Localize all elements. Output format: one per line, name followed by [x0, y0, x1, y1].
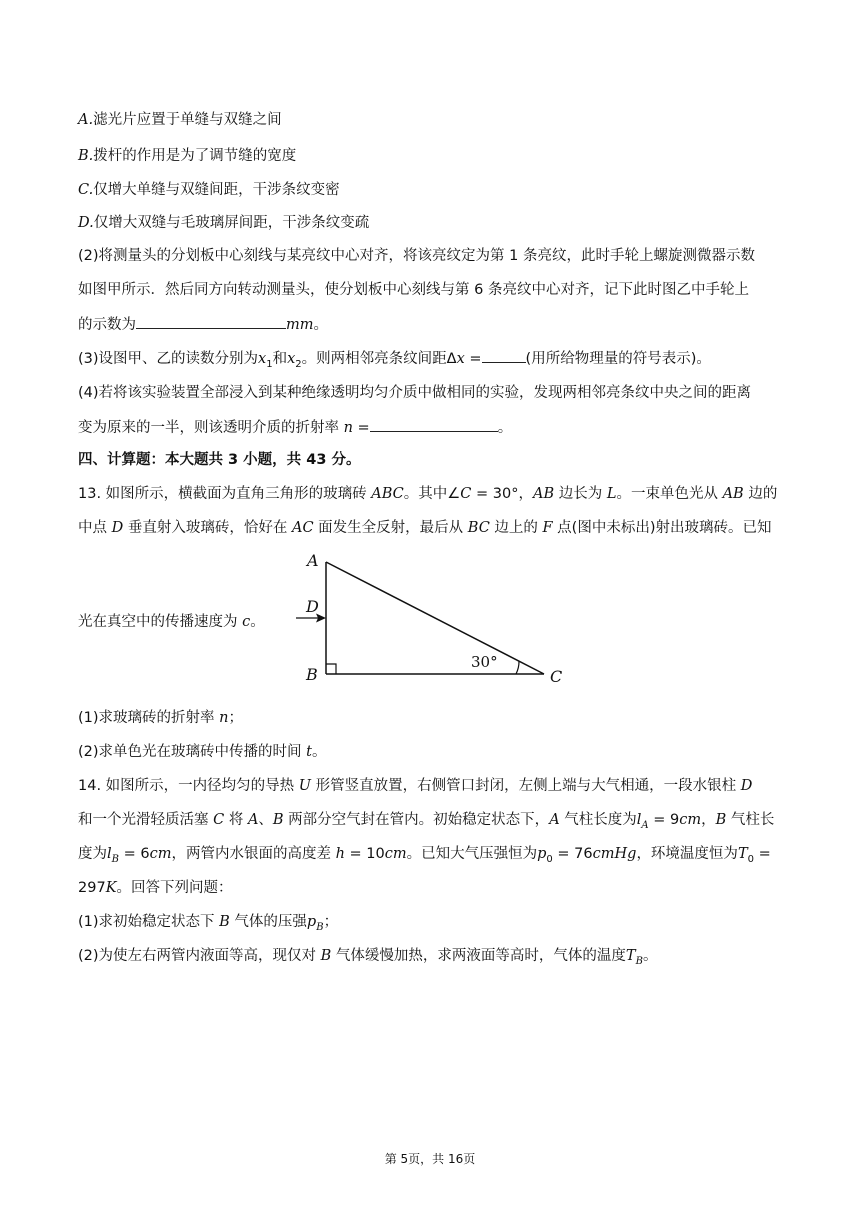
q14-sub2: (2)为使左右两管内液面等高，现仅对 B 气体缓慢加热，求两液面等高时，气体的温度$T_B$。 [78, 948, 658, 967]
q14-line3: 度为$l_B = 6cm$，两管内水银面的高度差 h = 10cm。已知大气压强恒为$p_0$ = 76cmHg，环境温度恒为$T_0$ = [78, 846, 771, 865]
option-c: C.仅增大单缝与双缝间距，干涉条纹变密 [78, 182, 340, 198]
right-angle-mark [326, 664, 336, 674]
q13-line3: 光在真空中的传播速度为 c。 [78, 614, 265, 630]
answer-blank[interactable] [370, 417, 498, 432]
answer-blank[interactable] [482, 348, 526, 363]
label-b: B [306, 665, 318, 684]
q12-part2-line1: (2)将测量头的分划板中心刻线与某亮纹中心对齐，将该亮纹定为第 1 条亮纹，此时手轮上螺旋测微器示数 [78, 248, 755, 264]
label-a: A [307, 551, 319, 570]
side-ac [326, 562, 544, 674]
q13-line2: 中点 D 垂直射入玻璃砖，恰好在 AC 面发生全反射，最后从 BC 边上的 F 点(图中未标出)射出玻璃砖。已知 [78, 520, 772, 536]
label-c: C [550, 667, 563, 686]
answer-blank[interactable] [136, 314, 286, 329]
q14-sub1: (1)求初始稳定状态下 B 气体的压强$p_B$； [78, 914, 339, 933]
option-d: D.仅增大双缝与毛玻璃屏间距，干涉条纹变疏 [78, 215, 370, 231]
q12-part2-line3: 的示数为 mm。 [78, 314, 328, 335]
q14-line2: 和一个光滑轻质活塞 C 将 A、B 两部分空气封在管内。初始稳定状态下，A 气柱长度为$l_A = 9cm$，B 气柱长 [78, 812, 775, 831]
q13-sub2: (2)求单色光在玻璃砖中传播的时间 t。 [78, 744, 327, 760]
q14-line1: 14. 如图所示，一内径均匀的导热 U 形管竖直放置，右侧管口封闭，左侧上端与大气相通，一段水银柱 D [78, 778, 753, 794]
q12-part4-line1: (4)若将该实验装置全部浸入到某种绝缘透明均匀介质中做相同的实验，发现两相邻亮条纹中央之间的距离 [78, 385, 752, 401]
q13-sub1: (1)求玻璃砖的折射率 n； [78, 710, 243, 726]
q12-part2-line2: 如图甲所示．然后同方向转动测量头，使分划板中心刻线与第 6 条亮纹中心对齐，记下此时图乙中手轮上 [78, 282, 749, 298]
page-footer: 第 5页，共 16页 [384, 1152, 476, 1166]
angle-arc [516, 661, 519, 674]
angle-label: 30° [471, 653, 498, 671]
label-d: D [306, 597, 319, 616]
q13-line1: 13. 如图所示，横截面为直角三角形的玻璃砖 ABC。其中∠C = 30°，AB 边长为 L。一束单色光从 AB 边的 [78, 486, 778, 502]
q12-part3: (3)设图甲、乙的读数分别为$x_1$和$x_2$。则两相邻亮条纹间距Δx = (用所给物理量的符号表示)。 [78, 348, 711, 375]
option-b: B.拨杆的作用是为了调节缝的宽度 [78, 148, 297, 164]
section-title: 四、计算题：本大题共 3 小题，共 43 分。 [78, 452, 361, 468]
q12-part4-line2: 变为原来的一半，则该透明介质的折射率 n = 。 [78, 417, 512, 438]
q14-line4: 297K。回答下列问题： [78, 880, 233, 896]
option-a: A.滤光片应置于单缝与双缝之间 [78, 112, 282, 128]
triangle-figure [296, 548, 576, 688]
